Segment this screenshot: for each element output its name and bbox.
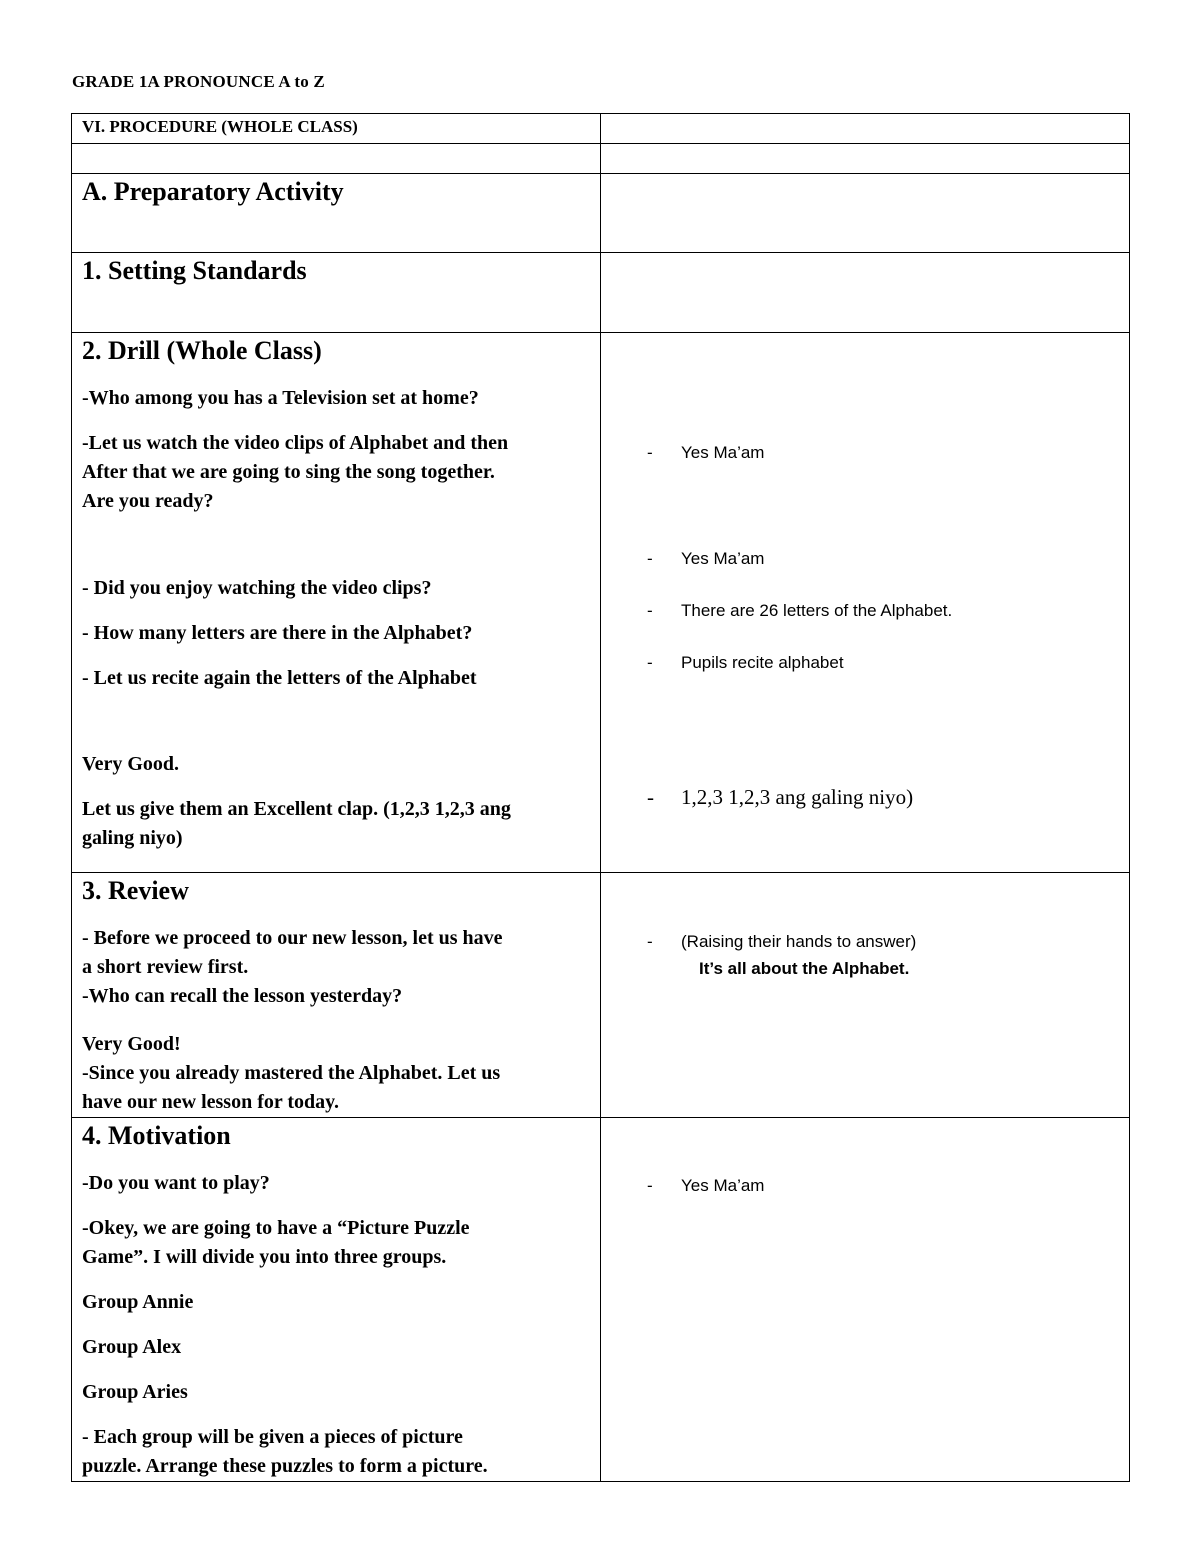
drill-clap-line-1: Let us give them an Excellent clap. (1,2,3 1,2,3 ang — [82, 798, 511, 820]
motivation-group-aries: Group Aries — [82, 1381, 188, 1403]
motivation-line-4: puzzle. Arrange these puzzles to form a picture. — [82, 1455, 488, 1477]
section-title-setting: 1. Setting Standards — [82, 256, 307, 285]
section-title-preparatory: A. Preparatory Activity — [82, 177, 344, 206]
procedure-header: VI. PROCEDURE (WHOLE CLASS) — [82, 117, 358, 136]
section-title-drill: 2. Drill (Whole Class) — [82, 336, 322, 365]
document-title: GRADE 1A PRONOUNCE A to Z — [72, 72, 325, 91]
drill-response-26-letters: - There are 26 letters of the Alphabet. — [647, 601, 953, 620]
drill-question-letters: - How many letters are there in the Alphabet? — [82, 622, 473, 644]
preparatory-cell — [72, 174, 601, 253]
motivation-group-alex: Group Alex — [82, 1336, 182, 1358]
motivation-group-annie: Group Annie — [82, 1291, 194, 1313]
preparatory-row — [72, 174, 1130, 253]
review-line-2: a short review first. — [82, 956, 249, 978]
drill-video-line-2: After that we are going to sing the song together. — [82, 461, 495, 483]
review-response-cell — [601, 873, 1130, 1118]
drill-question-recite: - Let us recite again the letters of the Alphabet — [82, 667, 477, 689]
drill-cell — [72, 333, 601, 873]
section-title-review: 3. Review — [82, 876, 189, 905]
review-response-line-2: It’s all about the Alphabet. — [699, 959, 910, 978]
motivation-line-2: Game”. I will divide you into three groups. — [82, 1246, 447, 1268]
motivation-question-play: -Do you want to play? — [82, 1172, 270, 1194]
preparatory-response-cell — [601, 174, 1130, 253]
motivation-line-3: - Each group will be given a pieces of picture — [82, 1426, 463, 1448]
motivation-response-cell — [601, 1118, 1130, 1482]
drill-row — [72, 333, 1130, 873]
drill-response-clap: - 1,2,3 1,2,3 ang galing niyo) — [647, 785, 914, 809]
motivation-response-yes: - Yes Ma’am — [647, 1176, 765, 1195]
setting-row — [72, 253, 1130, 333]
drill-video-line-1: -Let us watch the video clips of Alphabet and then — [82, 432, 509, 454]
motivation-line-1: -Okey, we are going to have a “Picture Puzzle — [82, 1217, 470, 1239]
procedure-header-cell — [72, 114, 601, 144]
drill-response-cell — [601, 333, 1130, 873]
header-empty-cell — [601, 114, 1130, 144]
setting-response-cell — [601, 253, 1130, 333]
review-row — [72, 873, 1130, 1118]
review-line-1: - Before we proceed to our new lesson, let us have — [82, 927, 503, 949]
motivation-cell — [72, 1118, 601, 1482]
blank-row — [72, 144, 1130, 174]
lesson-plan-table — [71, 113, 1130, 1482]
motivation-row — [72, 1118, 1130, 1482]
drill-video-line-3: Are you ready? — [82, 490, 214, 512]
drill-very-good: Very Good. — [82, 753, 180, 775]
review-cell — [72, 873, 601, 1118]
setting-cell — [72, 253, 601, 333]
review-line-3: -Who can recall the lesson yesterday? — [82, 985, 403, 1007]
review-very-good: Very Good! — [82, 1033, 181, 1055]
drill-question-enjoy: - Did you enjoy watching the video clips? — [82, 577, 432, 599]
review-line-6: have our new lesson for today. — [82, 1091, 340, 1113]
drill-response-yes-1: - Yes Ma’am — [647, 443, 765, 462]
blank-left-cell — [72, 144, 601, 174]
section-title-motivation: 4. Motivation — [82, 1121, 231, 1150]
drill-response-yes-2: - Yes Ma’am — [647, 549, 765, 568]
drill-response-recite: - Pupils recite alphabet — [647, 653, 844, 672]
review-response: - (Raising their hands to answer) It’s all about the Alphabet. — [611, 928, 1119, 982]
header-row — [72, 114, 1130, 144]
blank-right-cell — [601, 144, 1130, 174]
drill-question-tv: -Who among you has a Television set at home? — [82, 387, 479, 409]
drill-clap-line-2: galing niyo) — [82, 827, 183, 849]
review-line-5: -Since you already mastered the Alphabet. Let us — [82, 1062, 501, 1084]
